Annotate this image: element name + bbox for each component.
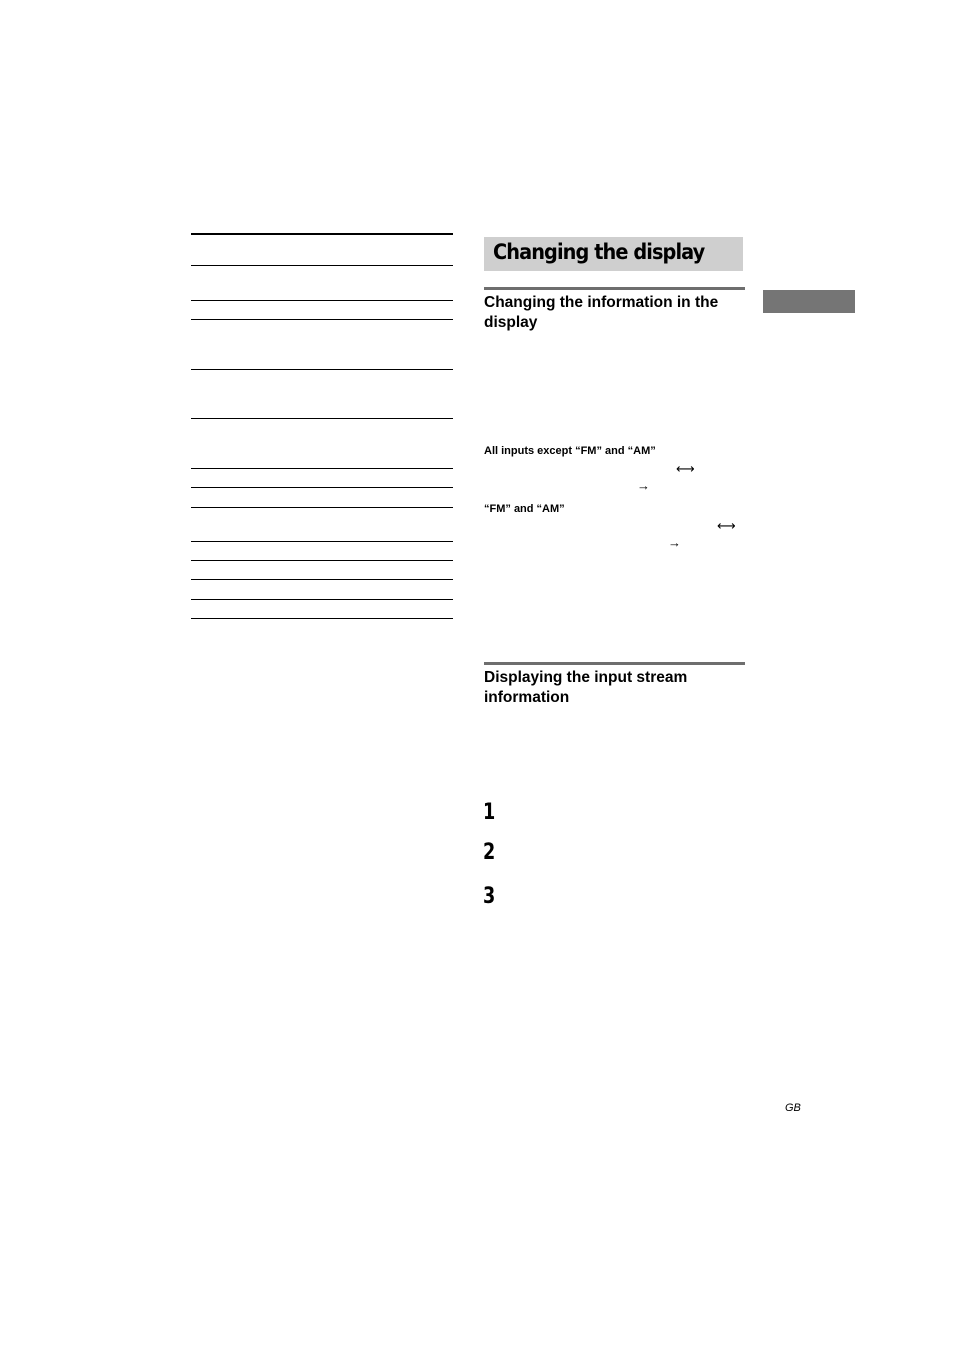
step-number-2: 2 — [483, 840, 496, 865]
section-title-box — [484, 237, 743, 271]
right-arrow-icon: → — [668, 535, 681, 550]
table-rule — [191, 579, 453, 580]
table-rule — [191, 418, 453, 419]
label-all-inputs: All inputs except “FM” and “AM” — [484, 445, 656, 457]
table-rule — [191, 541, 453, 542]
table-rule — [191, 487, 453, 488]
right-arrow-icon: → — [637, 478, 650, 493]
table-rule — [191, 265, 453, 266]
subsection-heading-change-info: Changing the information in the display — [484, 294, 719, 331]
table-rule — [191, 507, 453, 508]
table-bottom-rule — [191, 618, 453, 619]
table-top-rule — [191, 233, 453, 235]
step-number-1: 1 — [483, 800, 496, 825]
subsection-rule — [484, 287, 745, 290]
table-rule — [191, 319, 453, 320]
table-rule — [191, 560, 453, 561]
chapter-tab — [763, 290, 855, 313]
double-arrow-icon: ⟷ — [676, 461, 695, 476]
table-rule — [191, 300, 453, 301]
page-language-code: GB — [785, 1102, 801, 1114]
table-rule — [191, 599, 453, 600]
table-rule — [191, 468, 453, 469]
double-arrow-icon: ⟷ — [717, 518, 736, 533]
section-title: Changing the display — [493, 240, 705, 264]
subsection-heading-input-stream: Displaying the input stream information — [484, 669, 688, 706]
table-rule — [191, 369, 453, 370]
step-number-3: 3 — [483, 884, 496, 909]
subsection-rule — [484, 662, 745, 665]
label-fm-am: “FM” and “AM” — [484, 503, 565, 515]
